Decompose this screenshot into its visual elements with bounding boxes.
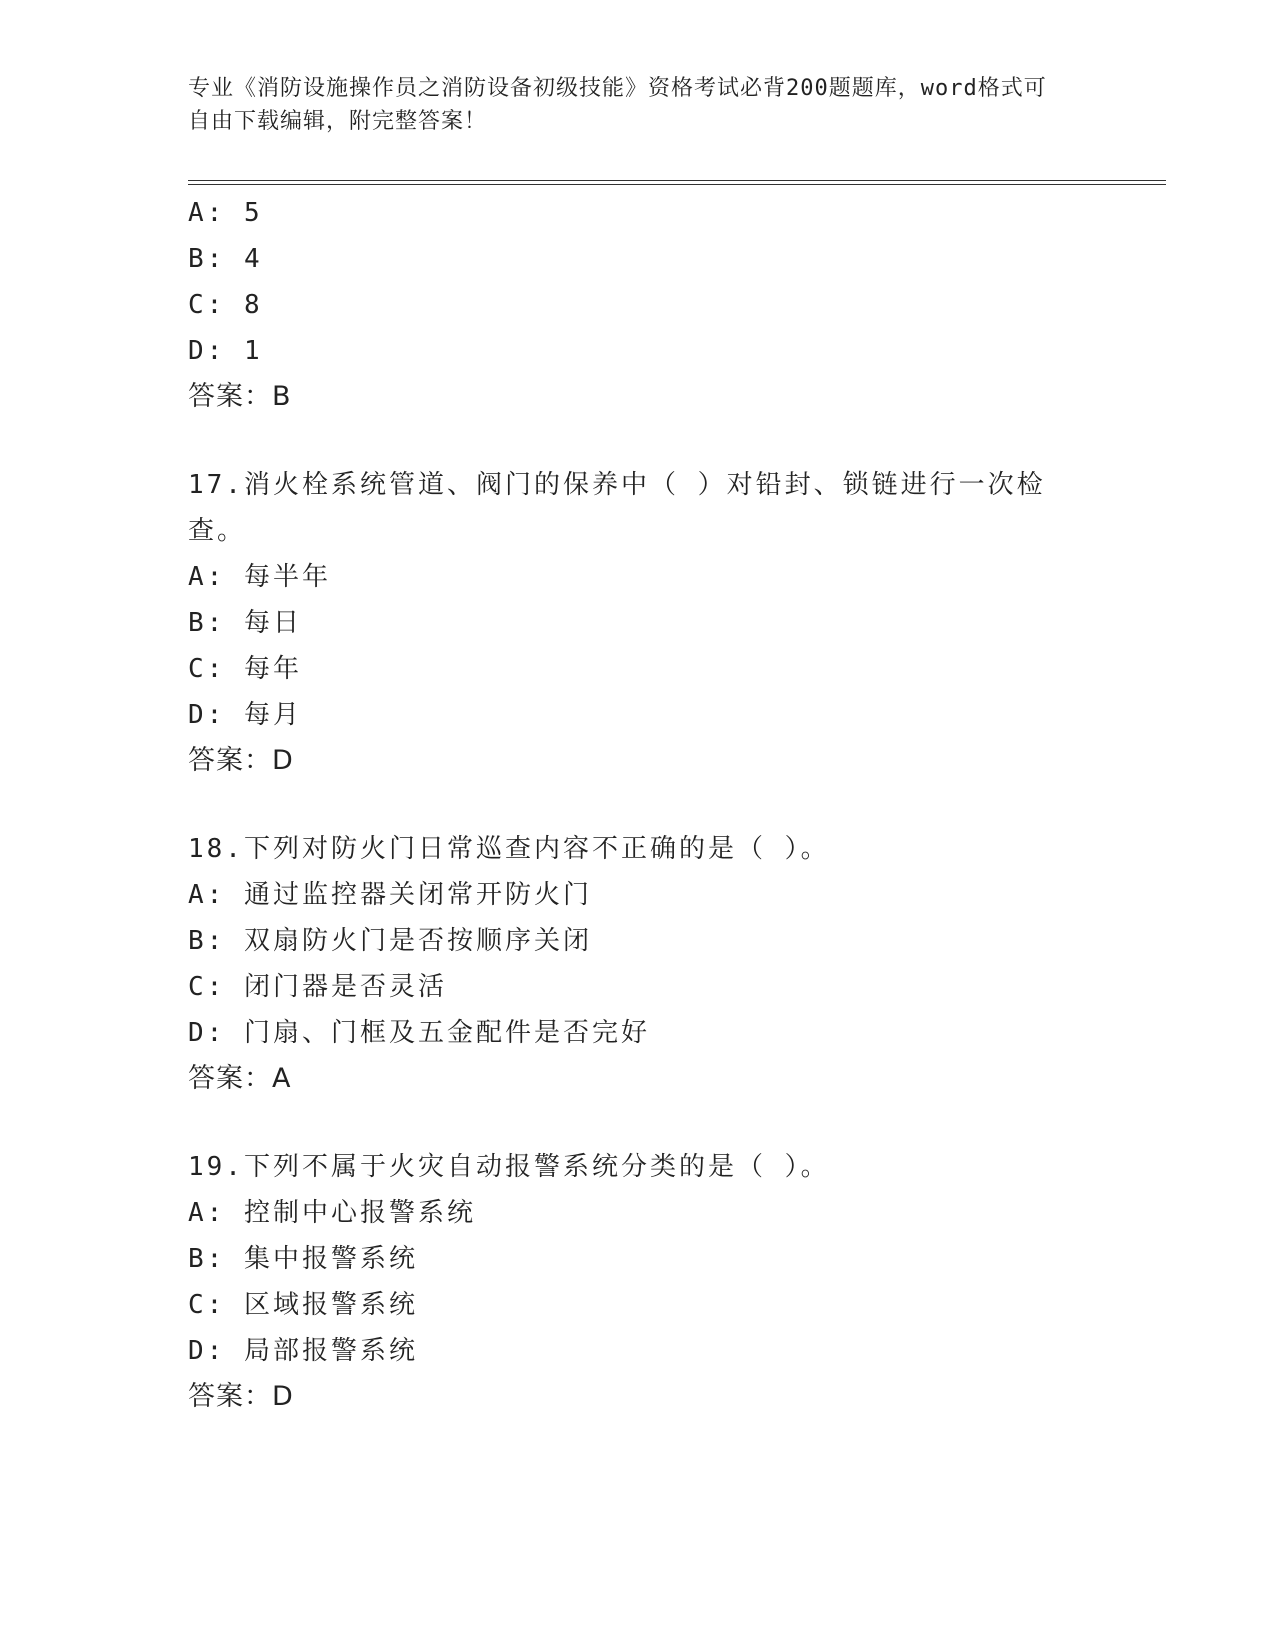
option-b: B: 4	[188, 244, 263, 274]
question-list	[188, 190, 1088, 1420]
question-text: 17.消火栓系统管道、阀门的保养中（ ）对铅封、锁链进行一次检查。	[188, 470, 1046, 546]
answer-text: 答案：D	[188, 1381, 294, 1412]
option-a: A: 控制中心报警系统	[188, 1198, 476, 1228]
option-c: C: 每年	[188, 654, 302, 684]
option-c: C: 闭门器是否灵活	[188, 972, 447, 1002]
page-header: 专业《消防设施操作员之消防设备初级技能》资格考试必背200题题库，word格式可自由下载编辑，附完整答案！	[188, 76, 1047, 134]
header-divider	[188, 180, 1166, 185]
option-d: D: 每月	[188, 700, 302, 730]
option-c: C: 8	[188, 290, 263, 320]
option-a: A: 每半年	[188, 562, 331, 592]
question-block-17	[188, 462, 1088, 784]
answer-text: 答案：D	[188, 745, 294, 776]
option-d: D: 局部报警系统	[188, 1336, 418, 1366]
question-text: 18.下列对防火门日常巡查内容不正确的是（ ）。	[188, 834, 830, 864]
option-b: B: 集中报警系统	[188, 1244, 418, 1274]
option-d: D: 1	[188, 336, 263, 366]
answer-text: 答案：B	[188, 381, 292, 412]
answer-text: 答案：A	[188, 1063, 292, 1094]
option-c: C: 区域报警系统	[188, 1290, 418, 1320]
question-block-18	[188, 826, 1088, 1102]
option-b: B: 双扇防火门是否按顺序关闭	[188, 926, 592, 956]
question-block-19	[188, 1144, 1088, 1420]
question-text: 19.下列不属于火灾自动报警系统分类的是（ ）。	[188, 1152, 830, 1182]
option-a: A: 通过监控器关闭常开防火门	[188, 880, 592, 910]
option-d: D: 门扇、门框及五金配件是否完好	[188, 1018, 650, 1048]
option-a: A: 5	[188, 198, 263, 228]
option-b: B: 每日	[188, 608, 302, 638]
question-block-16-continued	[188, 190, 1088, 420]
